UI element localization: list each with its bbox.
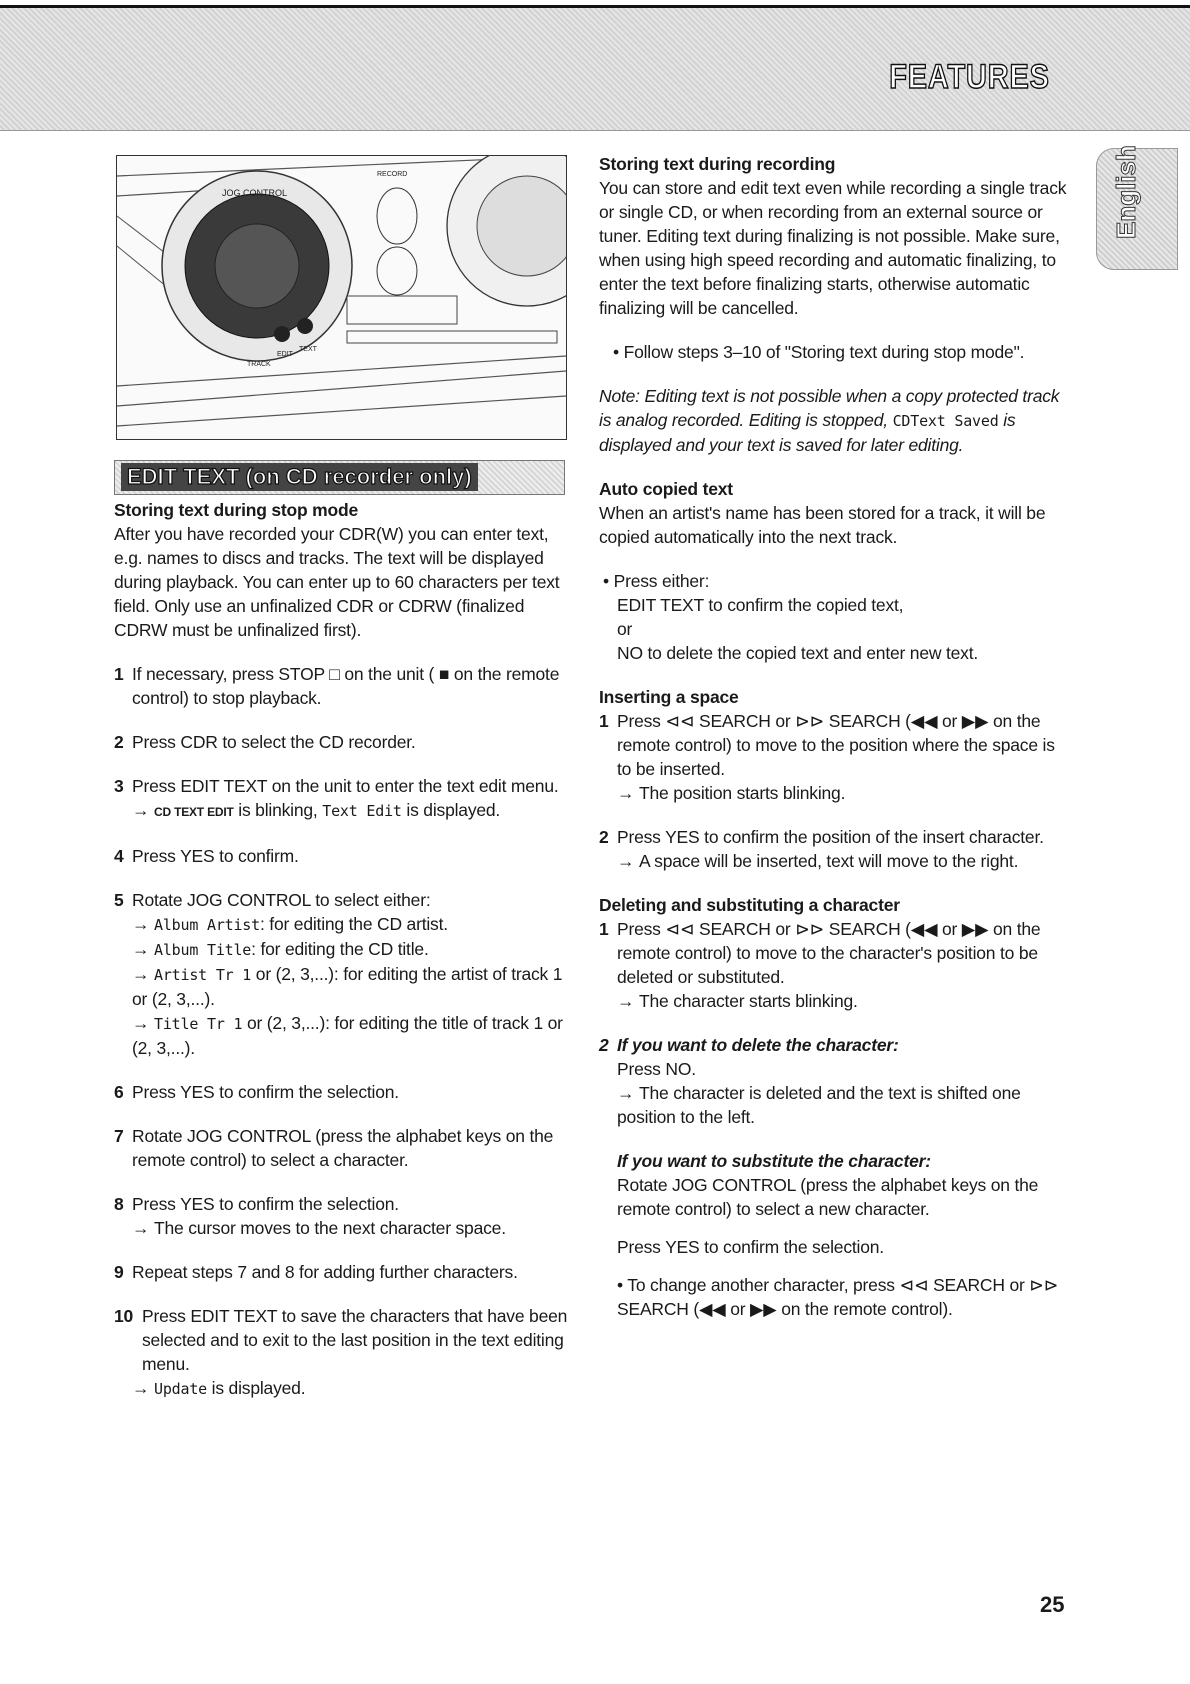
auto-option-or: or [617, 619, 633, 639]
device-illustration [116, 155, 567, 440]
auto-option-1: EDIT TEXT to confirm the copied text, [617, 595, 904, 615]
bullet-icon: • [617, 1275, 628, 1295]
arrow-icon: → [617, 991, 635, 1011]
arrow-icon: → [132, 914, 150, 934]
substitute-text: Rotate JOG CONTROL (press the alphabet keys on the remote control) to select a new character. [617, 1175, 1039, 1219]
substitute-text-2: Press YES to confirm the selection. [617, 1237, 884, 1257]
substitute-bullet: • To change another character, press ⊲⊲ SEARCH or ⊳⊳ SEARCH (◀◀ or ▶▶ on the remote control). [617, 1275, 1059, 1319]
auto-bullet: • Press either: [603, 571, 710, 591]
step-2: 2 Press CDR to select the CD recorder. [114, 732, 416, 752]
section-header [114, 460, 565, 495]
arrow-icon: → [617, 851, 635, 871]
auto-option-2: NO to delete the copied text and enter new text. [617, 643, 979, 663]
language-tab [1096, 145, 1178, 270]
delete-step-2-title: 2 If you want to delete the character: [599, 1035, 899, 1055]
step-5-opt-3: → Artist Tr 1 or (2, 3,...): for editing the artist of track 1 or (2, 3,...). [132, 964, 563, 1009]
auto-paragraph: When an artist's name has been stored for a track, it will be copied automatically into the next track. [599, 503, 1046, 547]
insert-step-1: 1 Press ⊲⊲ SEARCH or ⊳⊳ SEARCH (◀◀ or ▶▶ on the remote control) to move to the position where the space is to be inserted. [599, 711, 1055, 779]
language-label: English [1111, 145, 1141, 239]
page-number: 25 [1040, 1592, 1065, 1617]
step-5-opt-4: → Title Tr 1 or (2, 3,...): for editing the title of track 1 or (2, 3,...). [132, 1013, 563, 1058]
stop-heading: Storing text during stop mode [114, 500, 359, 520]
step-10-result: → Update is displayed. [132, 1378, 306, 1398]
delete-step-1-result: → The character starts blinking. [617, 991, 858, 1011]
bullet-icon: • [603, 571, 614, 591]
arrow-icon: → [132, 1013, 150, 1033]
step-5-opt-1: → Album Artist: for editing the CD artist. [132, 914, 448, 934]
delete-step-1: 1 Press ⊲⊲ SEARCH or ⊳⊳ SEARCH (◀◀ or ▶▶ on the remote control) to move to the character's position to be deleted or substituted. [599, 919, 1041, 987]
step-5: 5 Rotate JOG CONTROL to select either: [114, 890, 431, 910]
rec-heading: Storing text during recording [599, 154, 836, 174]
step-9: 9 Repeat steps 7 and 8 for adding further characters. [114, 1262, 518, 1282]
delete-step-2-result: → The character is deleted and the text is shifted one position to the left. [617, 1083, 1021, 1127]
insert-step-2-result: → A space will be inserted, text will move to the right. [617, 851, 1019, 871]
delete-step-2-text: Press NO. [617, 1059, 696, 1079]
arrow-icon: → [132, 1218, 150, 1238]
insert-heading: Inserting a space [599, 687, 739, 707]
rec-bullet: • Follow steps 3–10 of "Storing text during stop mode". [613, 342, 1025, 362]
delete-heading: Deleting and substituting a character [599, 895, 900, 915]
insert-step-2: 2 Press YES to confirm the position of the insert character. [599, 827, 1044, 847]
right-column [599, 152, 1069, 1321]
rec-paragraph: You can store and edit text even while recording a single track or single CD, or when recording from an external source or tuner. Editing text during finalizing is not possible. Make sure, when using high speed recording and automatic finalizing, to enter the text before finalizing starts, otherwise automatic finalizing will be cancelled. [599, 178, 1067, 318]
note: Note: Editing text is not possible when a copy protected track is analog recorded. Editing is stopped, CDText Saved is displayed and your text is saved for later editing. [599, 386, 1060, 455]
left-column [114, 498, 574, 1401]
stop-paragraph: After you have recorded your CDR(W) you can enter text, e.g. names to discs and tracks. The text will be displayed during playback. You can enter up to 60 characters per text field. Only use an unfinalized CDR or CDRW (finalized CDRW must be unfinalized first). [114, 524, 560, 640]
edit-label: EDIT [277, 351, 293, 358]
arrow-icon: → [132, 964, 150, 984]
arrow-icon: → [617, 1083, 635, 1103]
step-3: 3 Press EDIT TEXT on the unit to enter the text edit menu. [114, 776, 559, 796]
text-label: TEXT [299, 346, 317, 353]
page-title: FEATURES [889, 58, 1050, 96]
jog-label: JOG CONTROL [222, 188, 288, 198]
step-7: 7 Rotate JOG CONTROL (press the alphabet keys on the remote control) to select a character. [114, 1126, 554, 1170]
step-8-result: → The cursor moves to the next character space. [132, 1218, 506, 1238]
substitute-title: If you want to substitute the character: [617, 1151, 931, 1171]
step-1: 1 If necessary, press STOP □ on the unit ( ■ on the remote control) to stop playback. [114, 664, 560, 708]
step-10: 10 Press EDIT TEXT to save the characters that have been selected and to exit to the last position in the text editing menu. [114, 1306, 568, 1374]
arrow-icon: → [132, 1378, 150, 1398]
step-5-opt-2: → Album Title: for editing the CD title. [132, 939, 429, 959]
arrow-icon: → [132, 939, 150, 959]
arrow-icon: → [132, 800, 150, 820]
insert-step-1-result: → The position starts blinking. [617, 783, 846, 803]
step-6: 6 Press YES to confirm the selection. [114, 1082, 399, 1102]
bullet-icon: • [613, 342, 624, 362]
step-8: 8 Press YES to confirm the selection. [114, 1194, 399, 1214]
header-banner [0, 8, 1190, 131]
step-3-result: → CD TEXT EDIT is blinking, Text Edit is displayed. [132, 800, 501, 820]
auto-heading: Auto copied text [599, 479, 733, 499]
record-label: RECORD [377, 171, 408, 178]
section-title: EDIT TEXT (on CD recorder only) [121, 463, 478, 491]
step-4: 4 Press YES to confirm. [114, 846, 299, 866]
track-label: TRACK [247, 361, 271, 368]
arrow-icon: → [617, 783, 635, 803]
